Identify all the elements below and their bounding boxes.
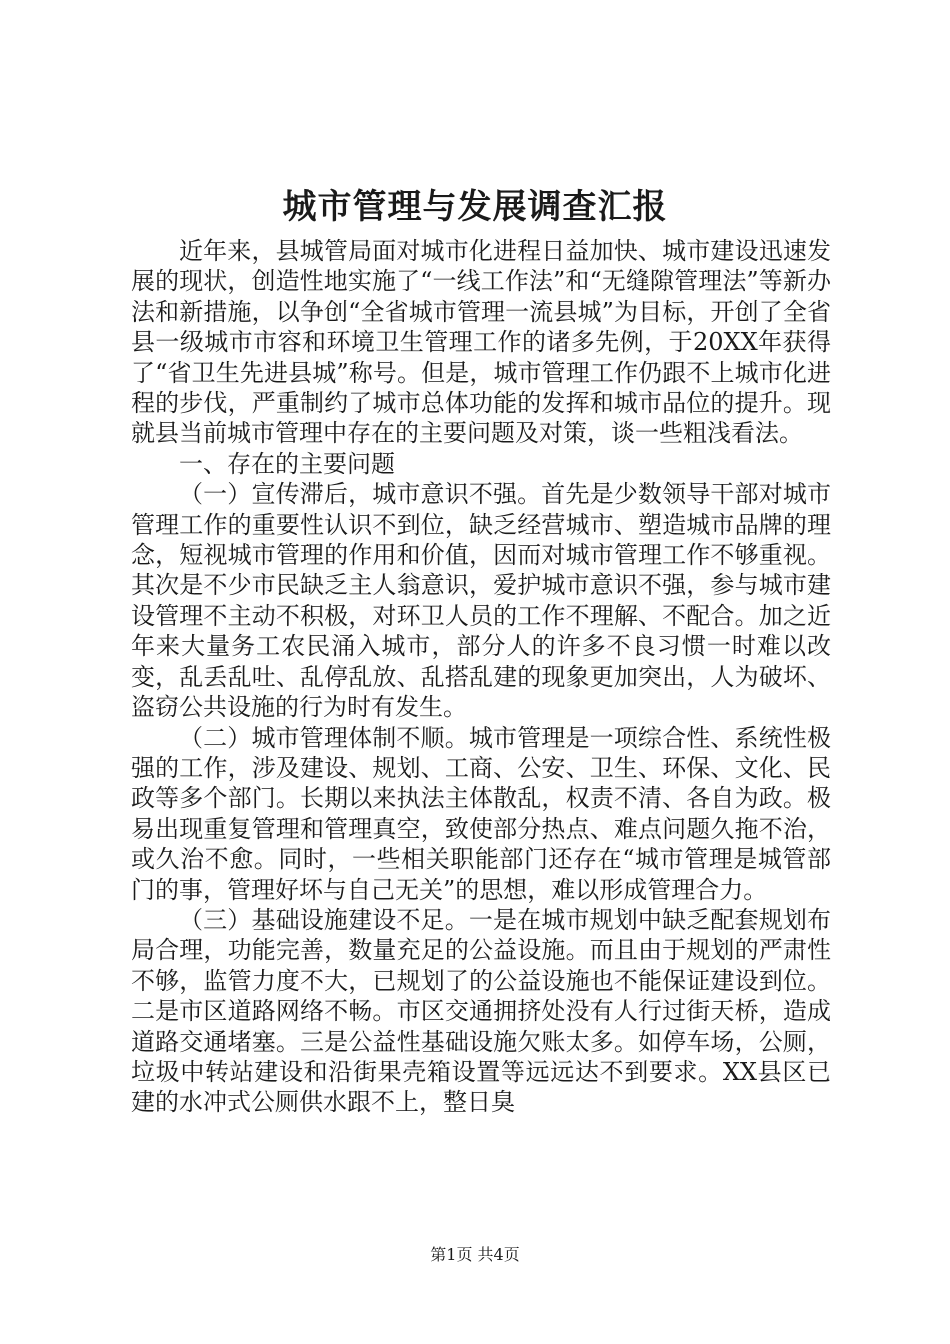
paragraph-problem-2: （二）城市管理体制不顺。城市管理是一项综合性、系统性极强的工作，涉及建设、规划、工商、公安、卫生、环保、文化、民政等多个部门。长期以来执法主体散乱，权责不清、各自为政。极易出现重复管理和管理真空，致使部分热点、难点问题久拖不治，或久治不愈。同时，一些相关职能部门还存在“城市管理是城管部门的事，管理好坏与自己无关”的思想，难以形成管理合力。 xyxy=(131,723,831,904)
document-title: 城市管理与发展调查汇报 xyxy=(282,187,668,227)
paragraph-problem-1: （一）宣传滞后，城市意识不强。首先是少数领导干部对城市管理工作的重要性认识不到位，缺乏经营城市、塑造城市品牌的理念，短视城市管理的作用和价值，因而对城市管理工作不够重视。其次是不少市民缺乏主人翁意识，爱护城市意识不强，参与城市建设管理不主动不积极，对环卫人员的工作不理解、不配合。加之近年来大量务工农民涌入城市，部分人的许多不良习惯一时难以改变，乱丢乱吐、乱停乱放、乱搭乱建的现象更加突出，人为破坏、盗窃公共设施的行为时有发生。 xyxy=(131,480,831,722)
page-number-footer: 第1页 共4页 xyxy=(430,1245,520,1264)
document-body xyxy=(131,236,831,1118)
paragraph-problem-3: （三）基础设施建设不足。一是在城市规划中缺乏配套规划布局合理，功能完善，数量充足的公益设施。而且由于规划的严肃性不够，监管力度不大，已规划了的公益设施也不能保证建设到位。二是市区道路网络不畅。市区交通拥挤处没有人行过街天桥，造成道路交通堵塞。三是公益性基础设施欠账太多。如停车场，公厕，垃圾中转站建设和沿街果壳箱设置等远远达不到要求。XX县区已建的水冲式公厕供水跟不上，整日臭 xyxy=(131,905,831,1117)
paragraph-intro: 近年来，县城管局面对城市化进程日益加快、城市建设迅速发展的现状，创造性地实施了“一线工作法”和“无缝隙管理法”等新办法和新措施，以争创“全省城市管理一流县城”为目标，开创了全省县一级城市市容和环境卫生管理工作的诸多先例，于20XX年获得了“省卫生先进县城”称号。但是，城市管理工作仍跟不上城市化进程的步伐，严重制约了城市总体功能的发挥和城市品位的提升。现就县当前城市管理中存在的主要问题及对策，谈一些粗浅看法。 xyxy=(131,237,831,448)
section-heading: 一、存在的主要问题 xyxy=(179,449,395,478)
